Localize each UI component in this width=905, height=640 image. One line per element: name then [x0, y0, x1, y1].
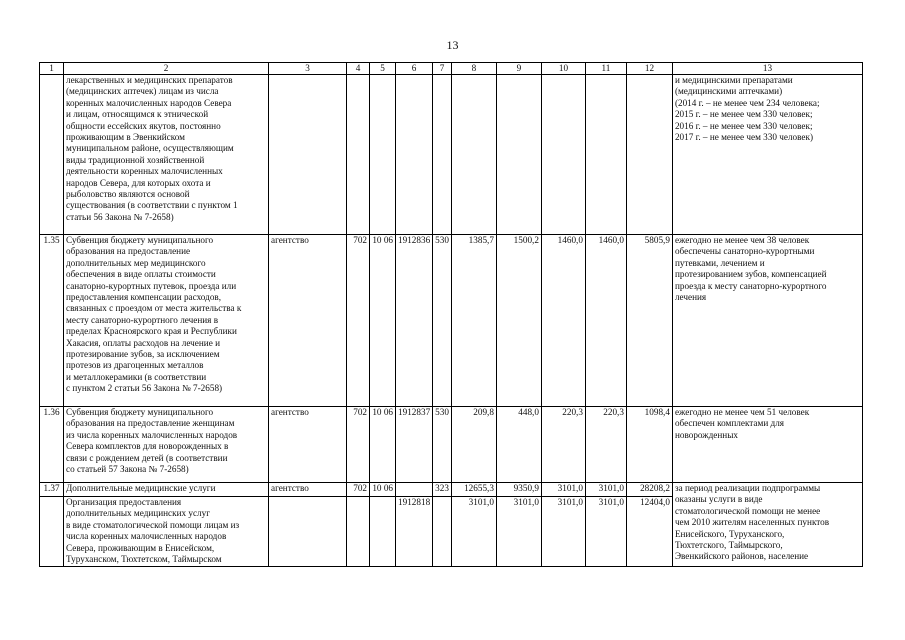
row-c6: 1912837	[396, 407, 433, 483]
page-number: 13	[446, 38, 459, 52]
row-c7: 530	[433, 235, 452, 407]
budget-table	[39, 62, 863, 567]
row-result: за период реализации подпрограммы оказаны услуги в виде стоматологической помощи не менее чем 2010 жителям населенных пунктов Енисейского, Туруханского, Тюхтетского, Таймырского, Эвенкийского районов, население	[672, 483, 862, 567]
row-c4: 702	[347, 235, 370, 407]
row-c6: 1912818	[396, 497, 433, 567]
row-c8: 12655,3	[451, 483, 496, 497]
row-agency	[269, 497, 347, 567]
row-id: 1.35	[40, 235, 64, 407]
header-cell: 9	[496, 63, 541, 75]
row-description: Субвенция бюджету муниципального образования на предоставление дополнительных мер медицинского обеспечения в виде оплаты стоимости санаторно-курортных путевок, проезда или предоставления компенсации расходов, связанных с проездом от места жительства к месту санаторно-курортного лечения в пределах Красноярского края и Республики Хакасия, оплаты расходов на лечение и протезирование зубов, за исключением протезов из драгоценных металлов и металлокерамики (в соответствии с пунктом 2 статьи 56 Закона № 7-2658)	[64, 235, 269, 407]
row-c9: 448,0	[496, 407, 541, 483]
header-cell: 7	[433, 63, 452, 75]
row-c8: 3101,0	[451, 497, 496, 567]
row-c12: 5805,9	[626, 235, 672, 407]
row-c12: 1098,4	[626, 407, 672, 483]
header-cell: 6	[396, 63, 433, 75]
row-c5	[370, 497, 396, 567]
table-row	[40, 75, 863, 235]
row-c11: 3101,0	[585, 483, 626, 497]
row-id: 1.37	[40, 483, 64, 497]
row-agency: агентство	[269, 483, 347, 497]
row-result: и медицинскими препаратами (медицинскими аптечками) (2014 г. – не менее чем 234 человека; 2015 г. – не менее чем 330 человек; 2016 г. – не менее чем 330 человек; 2017 г. – не менее чем 330 человек)	[672, 75, 862, 235]
row-c6	[396, 75, 433, 235]
row-c5: 10 06	[370, 483, 396, 497]
row-result: ежегодно не менее чем 38 человек обеспечены санаторно-курортными путевками, лечением и протезированием зубов, компенсацией проезда к месту санаторно-курортного лечения	[672, 235, 862, 407]
row-c4: 702	[347, 483, 370, 497]
row-c8: 1385,7	[451, 235, 496, 407]
row-c10: 3101,0	[541, 497, 585, 567]
header-cell: 11	[585, 63, 626, 75]
row-c12: 12404,0	[626, 497, 672, 567]
header-cell: 4	[347, 63, 370, 75]
row-c9	[496, 75, 541, 235]
table-row	[40, 407, 863, 483]
table-row	[40, 235, 863, 407]
row-c11: 3101,0	[585, 497, 626, 567]
row-c9: 9350,9	[496, 483, 541, 497]
row-c9: 3101,0	[496, 497, 541, 567]
row-c10: 220,3	[541, 407, 585, 483]
row-c5: 10 06	[370, 235, 396, 407]
row-c7: 323	[433, 483, 452, 497]
header-cell: 3	[269, 63, 347, 75]
row-c6	[396, 483, 433, 497]
row-c7	[433, 497, 452, 567]
row-description: Субвенция бюджету муниципального образования на предоставление женщинам из числа коренных малочисленных народов Севера комплектов для новорожденных в связи с рождением детей (в соответствии со статьей 57 Закона № 7-2658)	[64, 407, 269, 483]
row-c9: 1500,2	[496, 235, 541, 407]
row-c11	[585, 75, 626, 235]
header-cell: 12	[626, 63, 672, 75]
row-c8	[451, 75, 496, 235]
header-row	[40, 63, 863, 75]
row-c10: 3101,0	[541, 483, 585, 497]
row-c7	[433, 75, 452, 235]
row-id	[40, 75, 64, 235]
header-cell: 10	[541, 63, 585, 75]
row-c4	[347, 497, 370, 567]
row-agency	[269, 75, 347, 235]
row-agency: агентство	[269, 235, 347, 407]
row-c7: 530	[433, 407, 452, 483]
row-c5	[370, 75, 396, 235]
table-row	[40, 483, 863, 497]
row-c6: 1912836	[396, 235, 433, 407]
row-c12	[626, 75, 672, 235]
row-description: Дополнительные медицинские услуги	[64, 483, 269, 497]
row-c10: 1460,0	[541, 235, 585, 407]
header-cell: 13	[672, 63, 862, 75]
header-cell: 2	[64, 63, 269, 75]
row-c8: 209,8	[451, 407, 496, 483]
row-id: 1.36	[40, 407, 64, 483]
row-c10	[541, 75, 585, 235]
row-c11: 220,3	[585, 407, 626, 483]
row-agency: агентство	[269, 407, 347, 483]
row-result: ежегодно не менее чем 51 человек обеспечен комплектами для новорожденных	[672, 407, 862, 483]
row-id	[40, 497, 64, 567]
row-description: Организация предоставления дополнительных медицинских услуг в виде стоматологической помощи лицам из числа коренных малочисленных народов Севера, проживающим в Енисейском, Туруханском, Тюхтетском, Таймырском	[64, 497, 269, 567]
header-cell: 5	[370, 63, 396, 75]
header-cell: 1	[40, 63, 64, 75]
header-cell: 8	[451, 63, 496, 75]
row-c4	[347, 75, 370, 235]
row-c12: 28208,2	[626, 483, 672, 497]
row-description: лекарственных и медицинских препаратов (медицинских аптечек) лицам из числа коренных малочисленных народов Севера и лицам, относящимся к этнической общности ессейских якутов, постоянно проживающим в Эвенкийском муниципальном районе, осуществляющим виды традиционной хозяйственной деятельности коренных малочисленных народов Севера, для которых охота и рыболовство являются основой существования (в соответствии с пунктом 1 статьи 56 Закона № 7-2658)	[64, 75, 269, 235]
row-c4: 702	[347, 407, 370, 483]
row-c11: 1460,0	[585, 235, 626, 407]
row-c5: 10 06	[370, 407, 396, 483]
